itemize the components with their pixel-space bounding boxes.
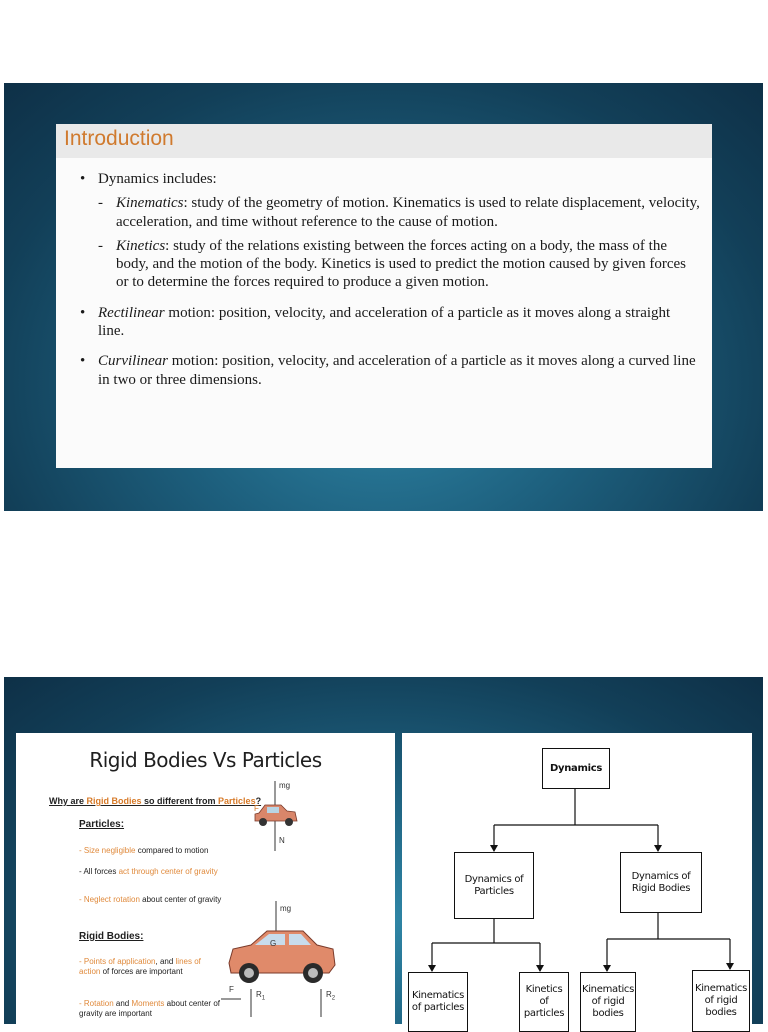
small-car-figure (241, 781, 311, 853)
particle-point-3: - Neglect rotation about center of gravity (79, 895, 222, 904)
sub-bullet-kinematics (88, 194, 700, 231)
node-kinematics-of-rigid-bodies-1: Kinematics of rigid bodies (580, 972, 636, 1032)
title-bar (56, 124, 712, 158)
slide-introduction (4, 83, 763, 511)
label-mg-large: mg (280, 904, 292, 913)
slide-body (80, 170, 700, 389)
slide-rigid-vs-particles (4, 677, 763, 1024)
rigid-vs-particles-panel (16, 733, 395, 1024)
node-dynamics-of-rigid-bodies: Dynamics of Rigid Bodies (620, 852, 702, 913)
term-kinematics: Kinematics (116, 195, 184, 212)
node-dynamics-of-particles: Dynamics of Particles (454, 852, 534, 919)
particle-point-1: - Size negligible compared to motion (79, 846, 209, 855)
bullet-rectilinear (80, 304, 700, 341)
curvilinear-text: motion: position, velocity, and acceleration of a particle as it moves along a curved line in two or three dimensions. (98, 353, 696, 388)
particles-header: Particles: (79, 819, 125, 830)
label-f-large: F (229, 985, 234, 994)
term-curvilinear: Curvilinear (98, 353, 168, 370)
bullet-curvilinear (80, 352, 700, 389)
kinetics-text: : study of the relations existing between the forces acting on a body, the mass of the body, and the motion of the body. Kinetics is used to predict the motion caused by given forces or to determine the forces required to produce a given motion. (116, 237, 687, 291)
label-r1: $R_1$ (256, 990, 266, 1002)
node-kinetics-of-particles: Kinetics of particles (519, 972, 569, 1032)
node-dynamics: Dynamics (542, 748, 610, 789)
slide-title: Introduction (64, 127, 174, 150)
rigid-point-1: - Points of application, and lines of action of forces are important (79, 957, 201, 976)
bullet-dynamics-includes: • Dynamics includes: (80, 170, 700, 188)
question-line: Why are Rigid Bodies so different from Particles? (49, 796, 262, 806)
label-g: G (270, 939, 277, 948)
label-f-small: F (254, 804, 259, 813)
node-kinematics-of-particles: Kinematics of particles (408, 972, 468, 1032)
particle-point-2: - All forces act through center of gravity (79, 867, 218, 876)
large-car-figure (221, 901, 341, 1019)
term-rectilinear: Rectilinear (98, 304, 165, 321)
slide2-title: Rigid Bodies Vs Particles (89, 748, 322, 772)
label-r2: $R_2$ (326, 990, 336, 1002)
term-kinetics: Kinetics (116, 237, 166, 254)
rigid-bodies-header: Rigid Bodies: (79, 931, 144, 942)
label-n: N (279, 836, 285, 845)
label-mg-small: mg (279, 781, 291, 790)
rectilinear-text: motion: position, velocity, and acceleration of a particle as it moves along a straight line. (98, 304, 671, 340)
sub-bullet-kinetics (88, 237, 700, 292)
slide-content-panel (56, 124, 712, 468)
node-kinematics-of-rigid-bodies-2: Kinematics of rigid bodies (692, 970, 750, 1032)
kinematics-text: : study of the geometry of motion. Kinematics is used to relate displacement, velocity, acceleration, and time without reference to the cause of motion. (116, 195, 700, 230)
rigid-point-2: - Rotation and Moments about center of gravity are important (79, 999, 220, 1018)
dynamics-tree-panel (402, 733, 752, 1024)
